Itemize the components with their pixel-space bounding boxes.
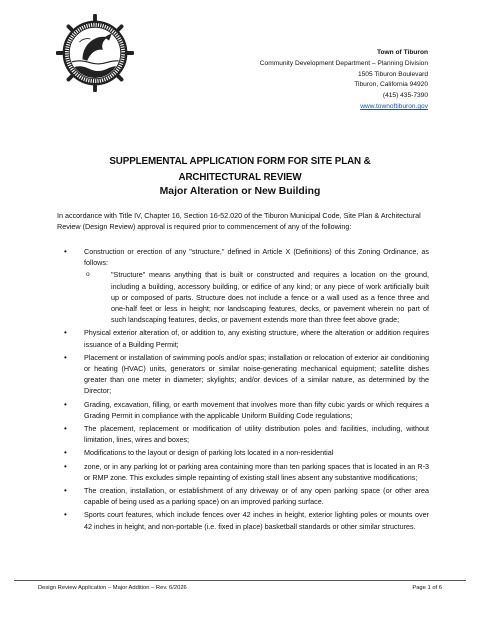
footer-divider — [14, 580, 466, 581]
bullet-icon: • — [64, 486, 67, 496]
list-item-text: Physical exterior alteration of, or addition to, any existing structure, where the alteration or addition requires issuance of a Building Permit; — [84, 328, 429, 349]
form-title — [0, 154, 480, 186]
list-item-text: Placement or installation of swimming pools and/or spas; installation or relocation of exterior air conditioning or heating (HVAC) units, generators or similar noise-generating mechanical equipment; satellite dishes greater than one meter in diameter; skylights; and/or devices of a similar nature, as determined by the Director; — [84, 352, 429, 396]
list-item-text: The creation, installation, or establishment of any driveway or of any open parking space (or other area capable of being used as a parking space) on an improved parking surface. — [84, 486, 429, 507]
form-title-line-1: SUPPLEMENTAL APPLICATION FORM FOR SITE PLAN & — [109, 156, 371, 167]
circle-bullet-icon: o — [86, 271, 90, 279]
list-item — [57, 461, 429, 483]
sub-list-item-text: "Structure" means anything that is built or constructed and requires a location on the ground, including a building, accessory building, or edifice of any kind; or any piece of work artificially built up or composed of parts. Structure does not include a fence or a wall used as a fence three and one-half feet or less in height; nor landscaping features, decks, or pavement wherein no part of such landscaping features, decks, or pavement extends more than three feet above grade; — [111, 270, 429, 325]
form-subtitle: Major Alteration or New Building — [159, 186, 321, 197]
address-block — [260, 48, 428, 113]
list-item-text: zone, or in any parking lot or parking area containing more than ten parking spaces that is located in an R-3 or RMP zone. This excludes simple repainting of existing stall lines absent any substantive modifications; — [84, 461, 429, 482]
form-title-line-2: ARCHITECTURAL REVIEW — [178, 172, 302, 183]
bullet-icon: • — [64, 247, 67, 256]
org-name: Town of Tiburon — [376, 49, 428, 56]
bullet-icon: • — [64, 424, 67, 434]
requirements-list — [57, 246, 429, 534]
bullet-icon: • — [64, 328, 67, 338]
list-item — [57, 447, 429, 458]
list-item — [57, 246, 429, 325]
list-item-text: The placement, replacement or modification of utility distribution poles and facilities, including, without limitation, lines, wires and boxes; — [84, 424, 429, 445]
bullet-icon: • — [64, 461, 67, 471]
sub-list-item — [84, 269, 429, 325]
list-item — [57, 485, 429, 507]
list-item — [57, 327, 429, 349]
bullet-icon: • — [64, 448, 67, 458]
list-item-text: Grading, excavation, filling, or earth movement that involves more than fifty cubic yards or which requires a Grading Permit in compliance with the applicable Uniform Building Code regulations; — [84, 399, 429, 420]
town-seal-logo — [56, 14, 134, 92]
street-address: 1505 Tiburon Boulevard — [357, 70, 428, 78]
list-item — [57, 399, 429, 421]
list-item — [57, 509, 429, 531]
phone-number: (415) 435-7390 — [382, 92, 428, 100]
department-name: Community Development Department – Planning Division — [259, 59, 428, 67]
list-item — [57, 423, 429, 445]
list-item-text: Construction or erection of any "structure," defined in Article X (Definitions) of this Zoning Ordinance, as follows: — [84, 247, 429, 268]
list-item-text: Modifications to the layout or design of parking lots located in a non-residential — [84, 448, 334, 458]
footer-doc-title: Design Review Application – Major Addition – Rev. 6/2026 — [38, 585, 187, 591]
city-state-zip: Tiburon, California 94920 — [354, 81, 428, 89]
footer-page-number: Page 1 of 6 — [412, 585, 442, 591]
bullet-icon: • — [64, 399, 67, 409]
website-link[interactable]: www.townoftiburon.gov — [360, 102, 428, 110]
intro-paragraph: In accordance with Title IV, Chapter 16, Section 16-52.020 of the Tiburon Municipal Code, Site Plan & Architectural Review (Design Review) approval is required prior to commencement of any of the following: — [57, 211, 421, 232]
bullet-icon: • — [64, 510, 67, 520]
list-item-text: Sports court features, which include fences over 42 inches in height, exterior lighting poles or mounts over 42 inches in height, and non-portable (i.e. fixed in place) basketball standards or other similar structures. — [84, 510, 429, 531]
list-item — [57, 352, 429, 397]
bullet-icon: • — [64, 352, 67, 362]
